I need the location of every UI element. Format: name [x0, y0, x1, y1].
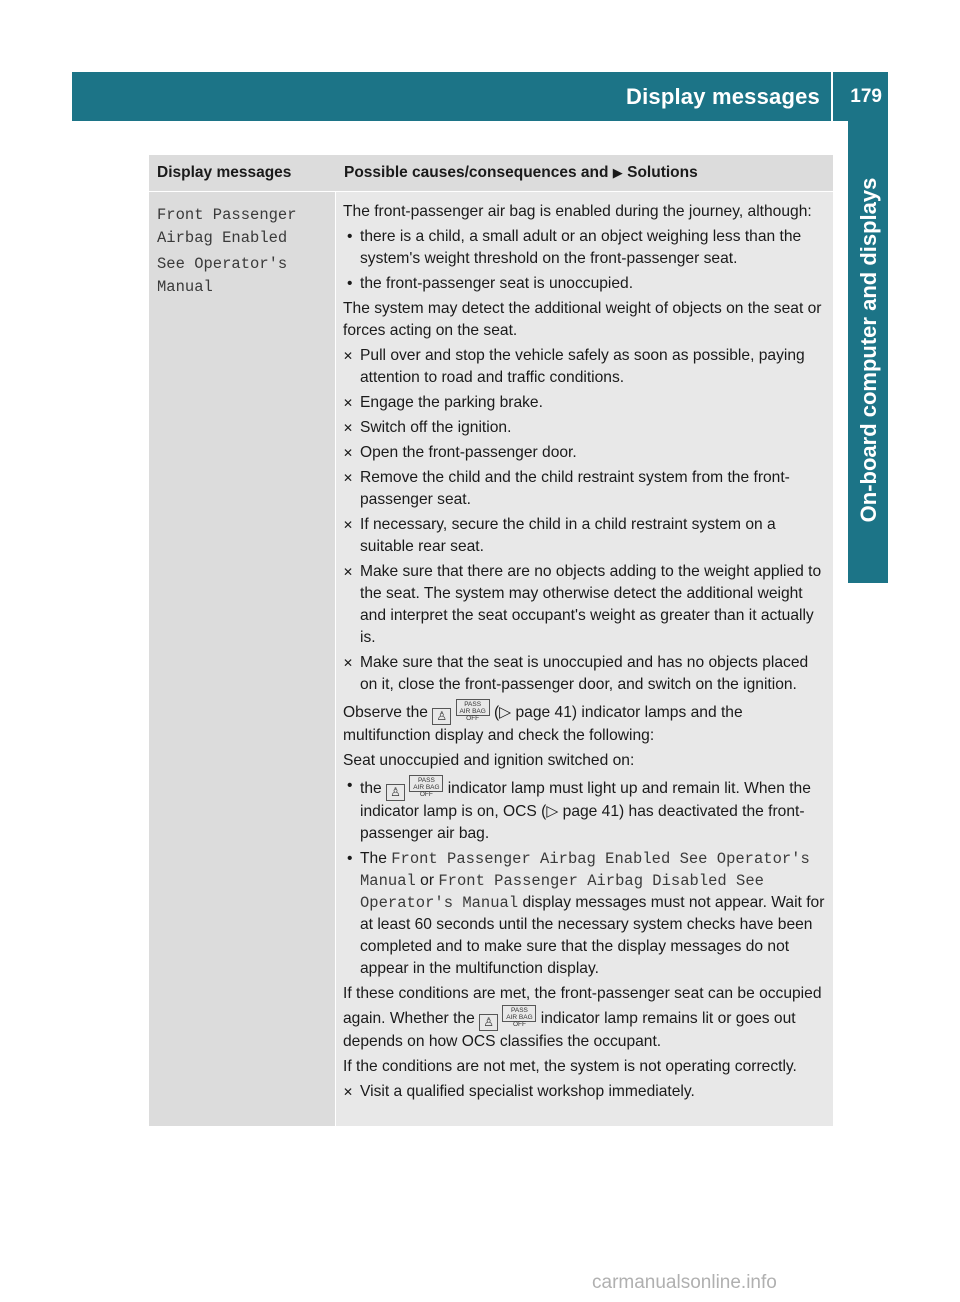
col1-header: Display messages [157, 164, 292, 181]
message-line: Airbag Enabled [157, 228, 288, 247]
watermark: carmanualsonline.info [592, 1272, 777, 1293]
paragraph: If the conditions are not met, the system is not operating correctly. [343, 1058, 797, 1075]
list-item: • the ♙ PASS AIR BAG OFF indicator lamp must light up and remain lit. When the indicator lamp is on, OCS (▷ page 41) has deactivated the front-passenger air bag. [347, 777, 811, 842]
list-item: • the front-passenger seat is unoccupied. [347, 275, 634, 292]
seat-occupant-icon: ♙ [479, 1014, 498, 1031]
pass-airbag-off-icon: PASS AIR BAG OFF [409, 775, 443, 792]
step-item: ✕ If necessary, secure the child in a child restraint system on a suitable rear seat. [343, 516, 776, 555]
seat-occupant-icon: ♙ [386, 784, 405, 801]
table-header [149, 155, 833, 192]
paragraph: Seat unoccupied and ignition switched on: [343, 752, 635, 769]
step-item: ✕ Make sure that there are no objects adding to the weight applied to the seat. The system may otherwise detect the additional weight and interpret the seat occupant's weight as greater than it actually is. [343, 563, 822, 646]
step-item: ✕ Pull over and stop the vehicle safely as soon as possible, paying attention to road and traffic conditions. [343, 347, 805, 386]
pass-airbag-off-icon: PASS AIR BAG OFF [456, 699, 490, 716]
header-divider [831, 72, 833, 121]
table-row [149, 192, 833, 1126]
header-bar [72, 72, 888, 121]
step-item: ✕ Switch off the ignition. [343, 419, 512, 436]
paragraph: The system may detect the additional weight of objects on the seat or forces acting on the seat. [343, 300, 822, 339]
list-item: • there is a child, a small adult or an object weighing less than the system's weight threshold on the front-passenger seat. [347, 228, 802, 267]
step-item: ✕ Make sure that the seat is unoccupied and has no objects placed on it, close the front-passenger door, and switch on the ignition. [343, 654, 809, 693]
message-line: Manual [157, 277, 213, 296]
message-line: Front Passenger [157, 206, 297, 224]
seat-occupant-icon: ♙ [432, 708, 451, 725]
side-tab-label: On-board computer and displays [856, 177, 881, 523]
paragraph: Observe the ♙ PASS AIR BAG OFF (▷ page 41) indicator lamps and the multifunction display and check the following: [343, 701, 743, 744]
pass-airbag-off-icon: PASS AIR BAG OFF [502, 1005, 536, 1022]
side-tab-marker [848, 538, 888, 583]
message-line: See Operator's [157, 255, 288, 273]
step-item: ✕ Open the front-passenger door. [343, 444, 577, 461]
step-item: ✕ Engage the parking brake. [343, 394, 543, 411]
display-messages-table [149, 155, 833, 1126]
page-number: 179 [850, 86, 882, 107]
solutions-cell [336, 192, 833, 1126]
list-item: • The Front Passenger Airbag Enabled See Operator's Manual or Front Passenger Airbag Disabled See Operator's Manual display messages must not appear. Wait for at least 60 seconds until the necessary system checks have been completed and to make sure that the display messages do not appear in the multifunction display. [347, 850, 825, 977]
step-item: ✕ Remove the child and the child restraint system from the front-passenger seat. [343, 469, 790, 508]
paragraph: If these conditions are met, the front-passenger seat can be occupied again. Whether the ♙ PASS AIR BAG OFF indicator lamp remains lit or goes out depends on how OCS classifies the occupant. [343, 985, 822, 1050]
step-item: ✕ Visit a qualified specialist workshop immediately. [343, 1083, 695, 1100]
col2-header: Possible causes/consequences and ▶ Solutions [344, 164, 698, 181]
solutions-arrow-icon: ▶ [612, 165, 623, 180]
display-message-cell [149, 192, 336, 1126]
page-title: Display messages [626, 84, 820, 109]
paragraph: The front-passenger air bag is enabled during the journey, although: [343, 203, 812, 220]
